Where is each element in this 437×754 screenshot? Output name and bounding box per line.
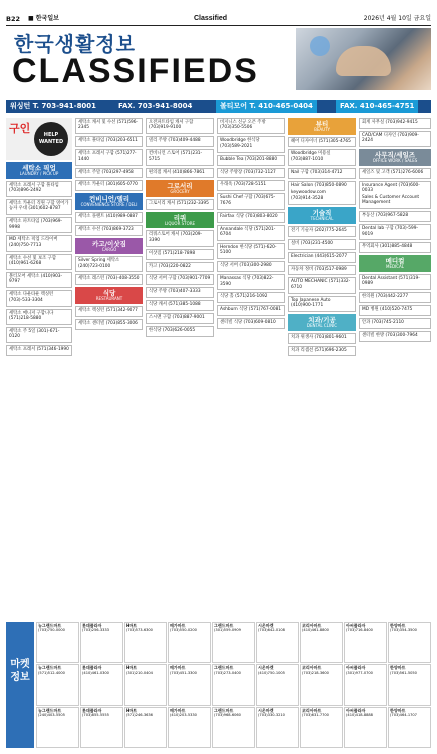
market-cell	[168, 622, 211, 663]
restaurant-header: 식당 RESTAURANT	[75, 287, 143, 304]
market-phone: (703)750-0000	[38, 628, 65, 633]
market-phone: (703)642-0108	[258, 628, 285, 633]
ad-box: 식당 주방 (703)407-3333	[146, 287, 214, 298]
ad-box: 헤어 디자이너 (571)305-4765	[288, 137, 356, 148]
market-name: 롯데플라자	[82, 707, 102, 713]
masthead-photo	[296, 28, 431, 90]
market-phone: (703)561-5050	[390, 670, 417, 675]
market-cell	[36, 664, 79, 705]
ad-box: 치과 위생사 (703)801-9601	[288, 333, 356, 344]
ad-box: Woodbridge 한식당 (703)589-2021	[217, 136, 285, 152]
market-name: 아씨플라자	[346, 665, 366, 671]
ad-box: 센터빌 식당 (703)609-0810	[217, 318, 285, 329]
market-name: 롯데플라자	[82, 665, 102, 671]
market-grid	[36, 622, 431, 748]
market-name: 코리아마트	[302, 707, 322, 713]
ad-box: 세탁소 주말 (703)297-4958	[75, 168, 143, 179]
newspaper-logo: ■ 한국일보	[28, 15, 59, 22]
help-wanted-banner	[6, 118, 72, 160]
help-wanted-ko: 구인	[9, 122, 31, 135]
market-phone: (240)403-5505	[38, 713, 65, 718]
market-phone: (410)203-5330	[170, 713, 197, 718]
column-4	[217, 118, 285, 618]
market-name: 시온마켓	[258, 707, 274, 713]
header-rule	[6, 25, 431, 26]
column-2	[75, 118, 143, 618]
market-name: 아씨플라자	[346, 707, 366, 713]
ad-box: 비지니스 신규 오픈 주방 (703)350-5506	[217, 118, 285, 134]
ad-box: 자동차 정비 (703)517-0989	[288, 265, 356, 276]
market-name: 그랜드마트	[214, 623, 234, 628]
ad-box: Silver Spring 세탁소 (240)723-0100	[75, 256, 143, 272]
ad-box: Nail 구함 (703)314-4712	[288, 168, 356, 179]
market-phone: (703)354-3500	[390, 628, 417, 633]
dental-header: 치과/기공 DENTAL CLINIC	[288, 314, 356, 331]
ad-box: MD 병원 (410)520-7475	[359, 305, 431, 316]
market-cell	[344, 664, 387, 705]
market-phone: (703)218-3600	[302, 670, 329, 675]
market-name: 한양마트	[390, 623, 406, 628]
ad-box: 세탁소 주 5일 (301)-671-0120	[6, 327, 72, 343]
market-cell	[212, 622, 255, 663]
baltimore-fax: FAX. 410-465-4751	[336, 100, 418, 113]
market-cell	[168, 664, 211, 705]
ad-box: 센터빌 한방 (703)300-7964	[359, 331, 431, 342]
market-cell	[388, 664, 431, 705]
market-phone: (301)977-0700	[346, 670, 373, 675]
market-phone: (571)512-4000	[38, 670, 65, 675]
ad-box: CAD/CAM 디자인 (703)909-2424	[359, 131, 431, 147]
market-phone: (703)573-6300	[126, 628, 153, 633]
market-cell	[212, 664, 255, 705]
market-name: 뉴그랜드마트	[38, 707, 62, 713]
ad-box: 이삿짐 (571)218-7898	[146, 249, 214, 260]
market-phone: (571)246-3636	[126, 713, 153, 718]
masthead-title-ko: 한국생활정보	[14, 32, 136, 56]
ad-box: Annandale 식당 (571)201-6704	[217, 225, 285, 241]
market-cell	[124, 707, 167, 748]
ad-box: 식당 캐셔 (571)385-1088	[146, 300, 214, 311]
market-cell	[300, 622, 343, 663]
market-name: 그랜드마트	[214, 665, 234, 671]
ad-box: 세탁소 매니저 구합니다 (571)218-5880	[6, 309, 72, 325]
ad-box: 설비 (703)231-4500	[288, 239, 356, 250]
ad-box: 세탁소 레스턴 (703)-408-3550	[75, 274, 143, 285]
ad-box: 회계 사무실 (703)942-9415	[359, 118, 431, 129]
market-name: 아씨플라자	[346, 623, 366, 628]
market-cell	[388, 622, 431, 663]
market-phone: (703)631-7700	[302, 713, 329, 718]
ad-box: 컨비니언 스토어 (571)231-5715	[146, 149, 214, 165]
market-cell	[300, 707, 343, 748]
market-cell	[124, 664, 167, 705]
market-name: H마트	[126, 665, 138, 671]
ad-box: 치과 리셉션 (571)696-2305	[288, 346, 356, 357]
page-header	[6, 14, 431, 24]
ad-box: 카고 (703)220-0822	[146, 262, 214, 273]
market-phone: (410)461-8800	[302, 628, 329, 633]
ad-box: Electrician (443)615-2077	[288, 252, 356, 263]
market-phone: (301)559-0909	[214, 628, 241, 633]
masthead	[6, 28, 431, 98]
ad-box: 무역회사 (301)885-4848	[359, 242, 431, 253]
dc-phone: 워싱턴 T. 703-941-8001	[10, 102, 97, 110]
ad-box: 세탁소 플랜트 (410)989-0887	[75, 212, 143, 223]
market-cell	[80, 664, 123, 705]
ad-box: 세탁소 파트타임 (703)969-9998	[6, 217, 72, 233]
ad-box: Top Japanese Auto (410)900-1771	[288, 296, 356, 312]
ad-box: 세탁소 수선 (703)869-3723	[75, 225, 143, 236]
market-cell	[124, 622, 167, 663]
market-cell	[36, 622, 79, 663]
ad-box: 한식당 (703)626-0055	[146, 326, 214, 337]
ad-box: 편의점 캐셔 (410)866-7861	[146, 168, 214, 179]
market-cell	[212, 707, 255, 748]
office-header: 사무직/세일즈 OFFICE WORK / SALES	[359, 149, 431, 166]
ad-box: 세탁소 센터빌 (703)855-3006	[75, 319, 143, 330]
grocery-header: 그로서리 GROCERY	[146, 180, 214, 197]
issue-date: 2026년 4월 10일 금요일	[363, 15, 431, 22]
market-name: 한양마트	[390, 707, 406, 713]
market-cell	[388, 707, 431, 748]
ad-box: Insurance Agent (703)600-0033 Sales & Customer Account Management	[359, 181, 431, 210]
ad-box: 오전파트타임 캐셔 구함 (703)919-9100	[146, 118, 214, 134]
ad-box: MD 세탁소 픽업 드라이버 (240)750-7713	[6, 235, 72, 251]
market-cell	[80, 622, 123, 663]
market-phone: (703)550-0200	[170, 628, 197, 633]
ad-box: 볼티모어 세탁소 (410)903-9797	[6, 272, 72, 288]
market-cell	[256, 622, 299, 663]
market-name: 코리아마트	[302, 623, 322, 628]
ad-box: 리쿼스토어 캐셔 (703)209-3390	[146, 230, 214, 246]
ad-box: 세탁소 캐셔 및 수선 (571)596-2345	[75, 118, 143, 134]
market-cell	[256, 664, 299, 705]
market-name: 시온마켓	[258, 623, 274, 628]
ad-box: 식당 서버 구함 (703)901-7709	[146, 274, 214, 285]
medical-header: 메디컬 MEDICAL	[359, 255, 431, 272]
ad-box: 세탁소 카운터 (301)605-0770	[75, 180, 143, 191]
ad-box: 식당 홀 (571)216-1092	[217, 292, 285, 303]
market-cell	[256, 707, 299, 748]
column-6	[359, 118, 431, 618]
page-number: B22	[6, 15, 20, 23]
hand-graphic	[336, 46, 391, 76]
market-name: 코리아마트	[302, 665, 322, 671]
laundry-header: 세탁소 픽업 LAUNDRY / PICK UP	[6, 162, 72, 179]
ad-box: 안과 (703)745-2110	[359, 318, 431, 329]
market-phone: (703)451-3300	[170, 670, 197, 675]
market-phone: (703)464-1707	[390, 713, 417, 718]
ad-box: 세탁소 프레서 구함 (571)277-1440	[75, 149, 143, 165]
ad-box: Dental Assistant (571)319-0989	[359, 274, 431, 290]
cargo-header: 카고/이삿짐 CARGO	[75, 238, 143, 255]
market-directory	[6, 622, 431, 748]
ad-box: 식당 서버 (703)300-2980	[217, 261, 285, 272]
market-phone: (703)716-8400	[346, 628, 373, 633]
section-title: Classified	[194, 15, 228, 22]
market-name: 한양마트	[390, 665, 406, 671]
ad-box: 스시맨 구함 (703)887-9001	[146, 313, 214, 324]
market-cell	[344, 622, 387, 663]
beauty-header: 뷰티 BEAUTY	[288, 118, 356, 135]
ad-box: Woodbridge 미용실 (703)887-1010	[288, 149, 356, 165]
market-name: 그랜드마트	[214, 707, 234, 713]
help-wanted-badge: HELP WANTED	[34, 122, 68, 156]
ad-box: AUTO MECHANIC (571)332-6710	[288, 277, 356, 293]
market-name: 메가마트	[170, 665, 186, 671]
ad-box: Hair Salon (703)850-0890 keywoodsw.com (703)914-3528	[288, 181, 356, 206]
ad-box: Fairfax 식당 (703)803-8020	[217, 212, 285, 223]
market-cell	[344, 707, 387, 748]
ad-box: 세탁소 렉싱턴 (571)342-9077	[75, 306, 143, 317]
column-3	[146, 118, 214, 618]
ad-box: 세탁소 풀타임 (703)203-6511	[75, 136, 143, 147]
market-phone: (410)750-1005	[258, 670, 285, 675]
ad-box: Manassas 식당 (703)822-3590	[217, 274, 285, 290]
market-name: 뉴그랜드마트	[38, 623, 62, 628]
ad-box: 세일즈 및 고객 (571)276-6006	[359, 168, 431, 179]
ad-box: Herndon 한식당 (571)-620-5100	[217, 243, 285, 259]
ad-box: 한의원 (703)442-2277	[359, 292, 431, 303]
market-name: 메가마트	[170, 623, 186, 628]
market-cell	[36, 707, 79, 748]
ad-box: Bubble Tea (703)201-8880	[217, 155, 285, 166]
dc-fax: FAX. 703-941-8004	[118, 102, 193, 110]
masthead-title-en: CLASSIFIEDS	[12, 52, 259, 90]
ad-box: 우래옥 (703)728-5151	[217, 180, 285, 191]
market-phone: (301)210-0404	[126, 670, 153, 675]
market-name: 뉴그랜드마트	[38, 665, 62, 671]
ad-box: 세탁소 프레서 (571)346-1990	[6, 345, 72, 356]
liquor-header: 리쿼 LIQUOR STORE	[146, 212, 214, 229]
ad-box: 세탁소 카운터 직원 구함 영어가능자 우대 (301)602-8787	[6, 199, 72, 215]
ad-box: 세탁소 프레서 구함 풀타임 (703)896-2492	[6, 181, 72, 197]
column-1	[6, 118, 72, 618]
market-phone: (703)855-5555	[82, 713, 109, 718]
market-name: H마트	[126, 623, 138, 628]
ad-box: Sushi Chef 구함 (703)675-7676	[217, 193, 285, 209]
ad-box: 부동산 (703)967-5828	[359, 211, 431, 222]
ad-box: 세탁소 수선 및 보조 구함 (410)961-6268	[6, 254, 72, 270]
column-5	[288, 118, 356, 618]
market-cell	[168, 707, 211, 748]
ad-box: 전기 기술자 (202)775-2645	[288, 226, 356, 237]
market-phone: (703)256-3333	[82, 628, 109, 633]
market-side-label: 마켓 정보	[6, 622, 34, 748]
market-name: H마트	[126, 707, 138, 713]
ad-box: 세탁소 다운타운 렉싱턴 (703)-533-3304	[6, 290, 72, 306]
market-phone: (703)330-3210	[258, 713, 285, 718]
contact-bar	[6, 100, 431, 113]
market-phone: (410)418-8888	[346, 713, 373, 718]
ad-box: Ashburn 식당 (571)767-0081	[217, 305, 285, 316]
market-name: 메가마트	[170, 707, 186, 713]
market-phone: (410)461-0300	[82, 670, 109, 675]
ad-box: Dental lab 구함 (703)-599-9019	[359, 224, 431, 240]
market-cell	[300, 664, 343, 705]
technical-header: 기술직 TECHNICAL	[288, 207, 356, 224]
market-phone: (703)273-0400	[214, 670, 241, 675]
market-name: 롯데플라자	[82, 623, 102, 628]
ad-box: 그로서리 캐셔 (571)232-3395	[146, 199, 214, 210]
market-cell	[80, 707, 123, 748]
baltimore-phone: 볼티모어 T. 410-465-0404	[216, 100, 317, 113]
market-phone: (703)968-6060	[214, 713, 241, 718]
network-graphic	[310, 36, 330, 56]
convenience-header: 컨비니언/델리 CONVENIENCE STORE / DELI	[75, 193, 143, 210]
ad-box: 델리 주방 (703)409-4488	[146, 136, 214, 147]
market-name: 시온마켓	[258, 665, 274, 671]
ad-box: 식당 주방장 (703)732-1127	[217, 168, 285, 179]
